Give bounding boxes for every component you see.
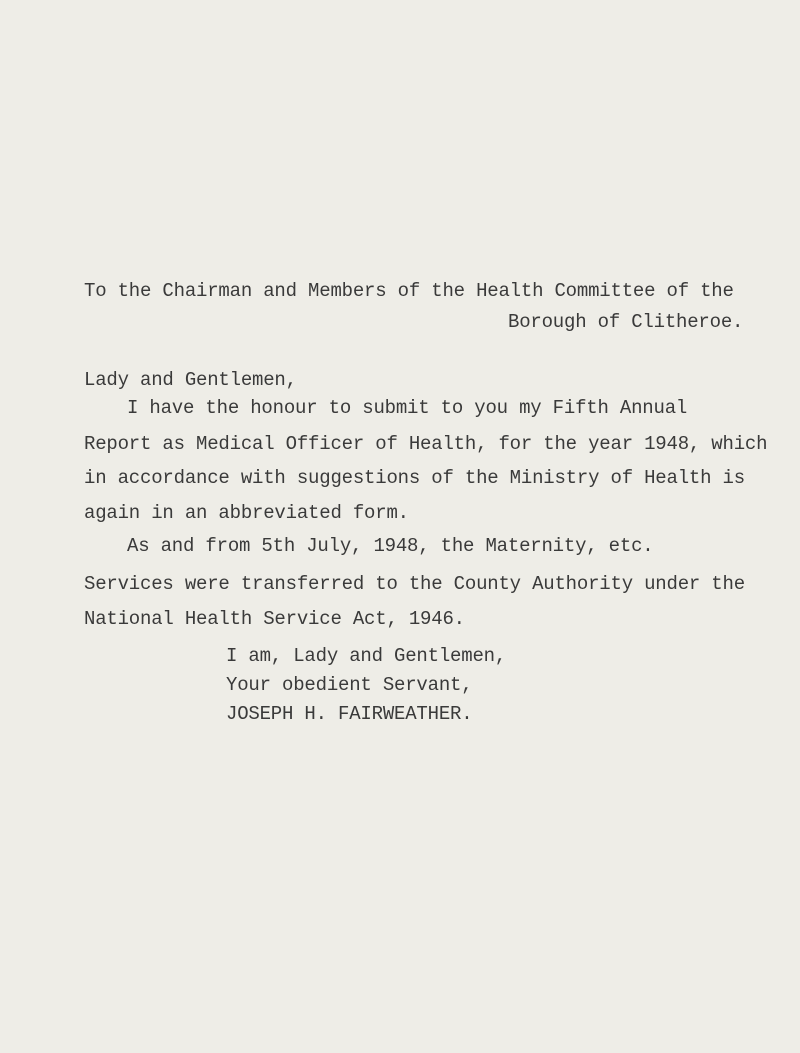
signature-name: JOSEPH H. FAIRWEATHER. [226,703,473,725]
address-line-1: To the Chairman and Members of the Health Committee of the [84,280,734,302]
salutation: Lady and Gentlemen, [84,369,297,391]
sign-off-line: Your obedient Servant, [226,674,473,696]
paragraph-1-line-1: I have the honour to submit to you my Fifth Annual [127,397,688,419]
address-line-2: Borough of Clitheroe. [508,311,744,333]
paragraph-1-line-3: in accordance with suggestions of the Ministry of Health is [84,467,745,489]
paragraph-2-line-2: Services were transferred to the County Authority under the [84,573,745,595]
paragraph-1-line-2: Report as Medical Officer of Health, for the year 1948, which [84,433,768,455]
paragraph-2-line-3: National Health Service Act, 1946. [84,608,465,630]
paragraph-2-line-1: As and from 5th July, 1948, the Maternity, etc. [127,535,654,557]
paragraph-1-line-4: again in an abbreviated form. [84,502,409,524]
closing-line: I am, Lady and Gentlemen, [226,645,507,667]
